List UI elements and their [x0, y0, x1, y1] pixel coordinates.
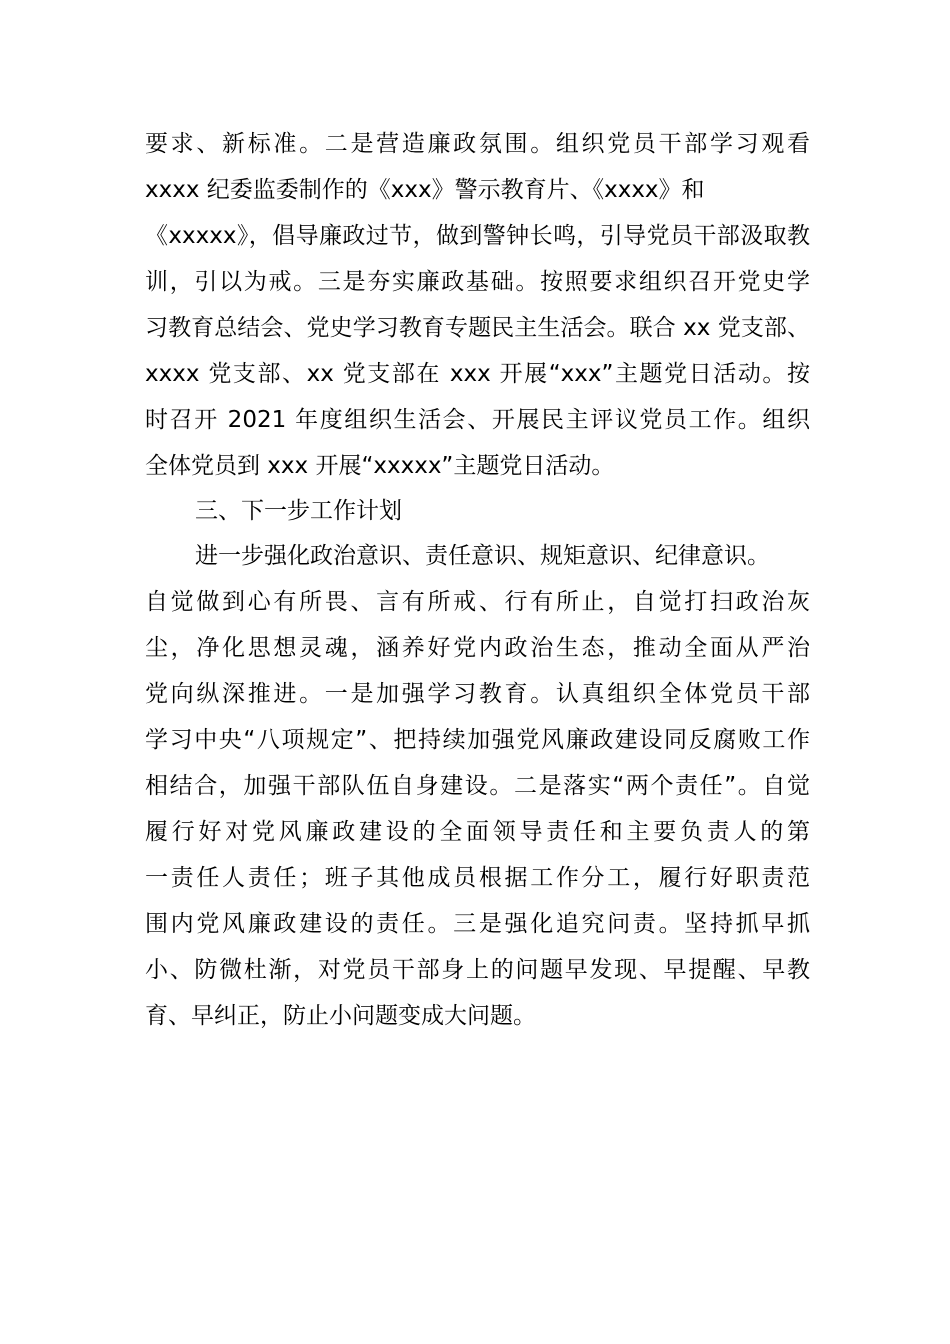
paragraph-line: 进一步强化政治意识、责任意识、规矩意识、纪律意识。: [195, 543, 770, 569]
paragraph-line: 一责任人责任；班子其他成员根据工作分工，履行好职责范: [145, 865, 810, 891]
paragraph-line: xxxx 纪委监委制作的《xxx》警示教育片、《xxxx》和: [145, 177, 705, 203]
paragraph-line: 党向纵深推进。一是加强学习教育。认真组织全体党员干部: [145, 681, 810, 707]
paragraph-line: 自觉做到心有所畏、言有所戒、行有所止，自觉打扫政治灰: [145, 589, 810, 615]
paragraph-line: 《xxxxx》，倡导廉政过节，做到警钟长鸣，引导党员干部汲取教: [145, 223, 810, 249]
paragraph-line: xxxx 党支部、xx 党支部在 xxx 开展“xxx”主题党日活动。按: [145, 361, 810, 387]
paragraph-line: 尘，净化思想灵魂，涵养好党内政治生态，推动全面从严治: [145, 635, 810, 661]
paragraph-line: 相结合，加强干部队伍自身建设。二是落实“两个责任”。自觉: [145, 773, 810, 799]
paragraph-line: 全体党员到 xxx 开展“xxxxx”主题党日活动。: [145, 453, 615, 479]
paragraph-line: 训，引以为戒。三是夯实廉政基础。按照要求组织召开党史学: [145, 269, 810, 295]
section-heading: 三、下一步工作计划: [195, 498, 402, 524]
paragraph-line: 习教育总结会、党史学习教育专题民主生活会。联合 xx 党支部、: [145, 315, 810, 341]
paragraph-line: 育、早纠正，防止小问题变成大问题。: [145, 1003, 536, 1029]
paragraph-line: 学习中央“八项规定”、把持续加强党风廉政建设同反腐败工作: [145, 727, 810, 753]
paragraph-line: 时召开 2021 年度组织生活会、开展民主评议党员工作。组织: [145, 407, 810, 433]
paragraph-line: 小、防微杜渐，对党员干部身上的问题早发现、早提醒、早教: [145, 957, 810, 983]
paragraph-line: 履行好对党风廉政建设的全面领导责任和主要负责人的第: [145, 819, 810, 845]
paragraph-line: 要求、新标准。二是营造廉政氛围。组织党员干部学习观看: [145, 131, 810, 157]
paragraph-line: 围内党风廉政建设的责任。三是强化追究问责。坚持抓早抓: [145, 911, 810, 937]
